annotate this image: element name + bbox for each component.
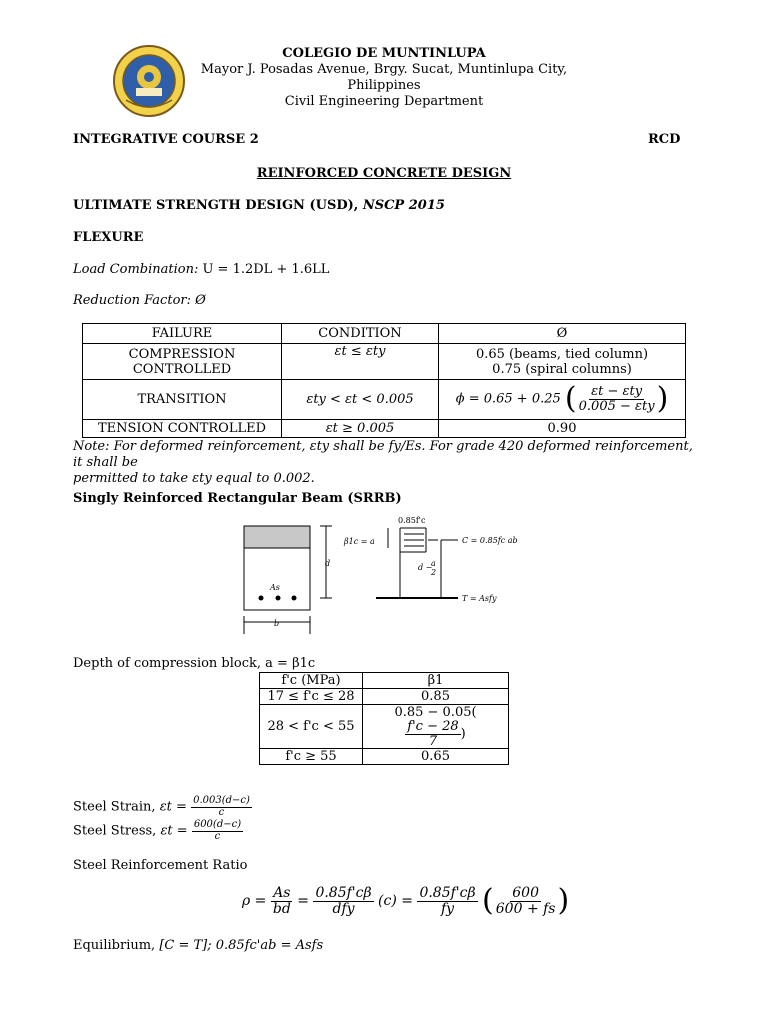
fc-range-cell: 28 < f'c < 55 — [260, 705, 363, 749]
header-phi: Ø — [439, 324, 686, 344]
failure-cell: TRANSITION — [83, 380, 282, 420]
steel-stress: Steel Stress, εt = $\frac{600(d-c)}{c}$ — [73, 819, 242, 842]
lever-arm-num: a — [431, 559, 436, 568]
department: Civil Engineering Department — [284, 94, 484, 109]
srrb-heading: Singly Reinforced Rectangular Beam (SRRB) — [73, 491, 402, 506]
table-row — [260, 749, 509, 765]
tension-label: T = Asfy — [462, 594, 497, 603]
depth-block: Depth of compression block, a = β1c — [73, 656, 316, 671]
phi-table — [82, 323, 686, 438]
fc-range-cell: 17 ≤ f'c ≤ 28 — [260, 689, 363, 705]
school-name: COLEGIO DE MUNTINLUPA — [282, 46, 486, 61]
beta-cell: 0.65 — [363, 749, 509, 765]
header-condition: CONDITION — [282, 324, 439, 344]
document-title: REINFORCED CONCRETE DESIGN — [256, 166, 512, 181]
address-line-2: Philippines — [347, 78, 421, 93]
equilibrium: Equilibrium, [C = T]; 0.85fc'ab = Asfs — [73, 938, 324, 953]
rebar — [292, 596, 297, 601]
note: Note: For deformed reinforcement, εty shall be fy/Es. For grade 420 deformed reinforcement, it shall be permitted to take εty equal to 0.002. — [73, 439, 693, 486]
phi-cell: 0.65 (beams, tied column) 0.75 (spiral columns) — [439, 344, 686, 380]
rebar — [276, 596, 281, 601]
compression-label: C = 0.85fc ab — [462, 536, 518, 545]
as-label: As — [270, 583, 280, 592]
condition-cell: εt ≤ εty — [282, 344, 439, 380]
address-line-1: Mayor J. Posadas Avenue, Brgy. Sucat, Muntinlupa City, — [200, 62, 568, 77]
table-row — [260, 705, 509, 749]
table-row — [260, 689, 509, 705]
ratio-heading: Steel Reinforcement Ratio — [73, 858, 248, 873]
rebar — [259, 596, 264, 601]
flexure-heading: FLEXURE — [73, 230, 144, 245]
table-row — [83, 344, 686, 380]
beam-diagram — [236, 512, 536, 640]
load-combination: Load Combination: U = 1.2DL + 1.6LL — [73, 262, 330, 277]
lever-arm-label: d − — [418, 563, 433, 572]
condition-cell: εty < εt < 0.005 — [282, 380, 439, 420]
lever-arm-den: 2 — [431, 568, 437, 577]
fc-range-cell: f'c ≥ 55 — [260, 749, 363, 765]
d-label: d — [325, 559, 331, 568]
steel-strain: Steel Strain, εt = $\frac{0.003(d-c)}{c}$ — [73, 795, 250, 818]
phi-cell: ϕ = 0.65 + 0.25 ( $\frac{\text{εt − εty}}{\text{0.005 − εty}}$ ) — [439, 380, 686, 420]
reduction-factor: Reduction Factor: Ø — [73, 293, 206, 308]
b-label: b — [274, 619, 280, 628]
course-name: INTEGRATIVE COURSE 2 — [73, 132, 259, 147]
failure-cell: COMPRESSION CONTROLLED — [83, 344, 282, 380]
beta-cell: 0.85 − 0.05( $\frac{f'c - 28}{7}$ ) — [363, 705, 509, 749]
header-beta: β1 — [363, 673, 509, 689]
header-failure: FAILURE — [83, 324, 282, 344]
condition-cell: εt ≥ 0.005 — [282, 420, 439, 438]
table-row — [83, 380, 686, 420]
beta-table — [259, 672, 509, 765]
stress-label: 0.85f'c — [398, 516, 426, 525]
table-row — [83, 420, 686, 438]
course-code: RCD — [648, 132, 681, 147]
phi-cell: 0.90 — [439, 420, 686, 438]
beta-cell: 0.85 — [363, 689, 509, 705]
beta-label: β1c = a — [344, 537, 375, 546]
failure-cell: TENSION CONTROLLED — [83, 420, 282, 438]
ratio-formula: ρ = $\frac{As}{bd}$ = $\frac{0.85f'c\beta}{\text{dfy}}$ (c) = $\frac{0.85f'c\beta}{fy}$ ( $\frac{600}{600 + fs}$ ) — [242, 883, 570, 919]
usd-heading: ULTIMATE STRENGTH DESIGN (USD), NSCP 2015 — [73, 198, 445, 213]
header-fc: f'c (MPa) — [260, 673, 363, 689]
